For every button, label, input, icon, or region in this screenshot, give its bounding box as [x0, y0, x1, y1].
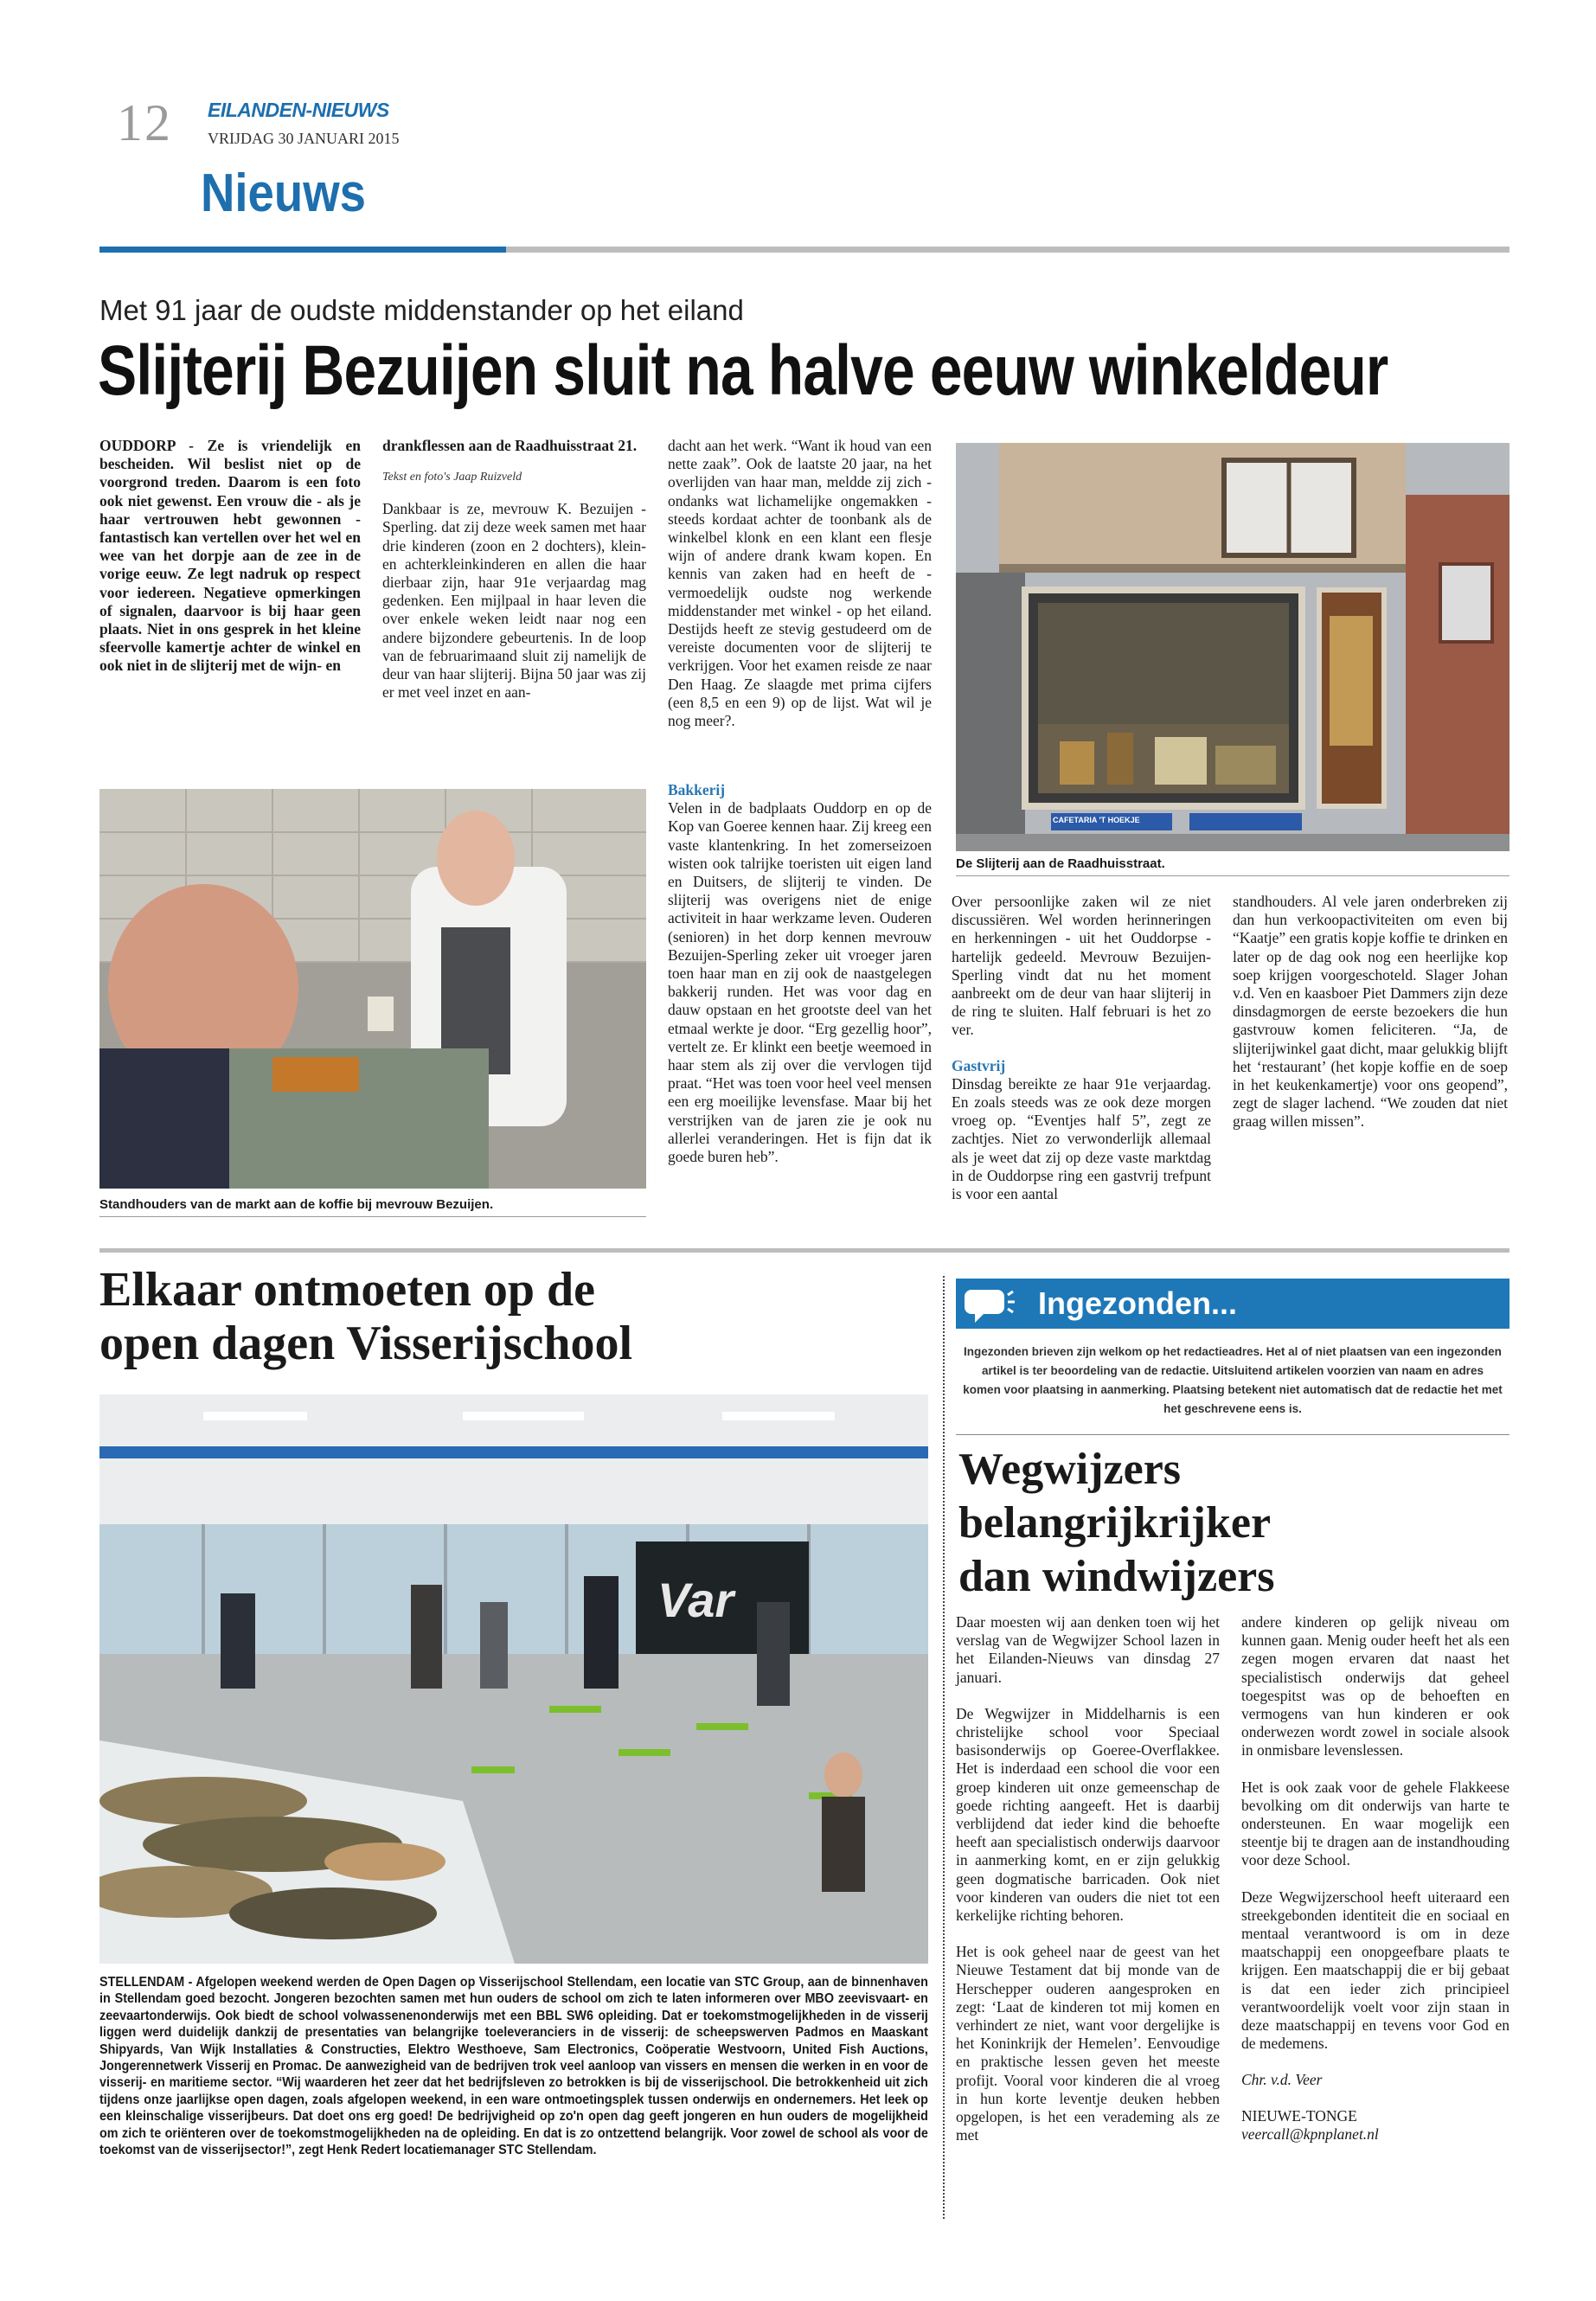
article-body-col2: Dankbaar is ze, mevrouw K. Bezuijen - Sperling. dat zij deze week samen met haar drie kinderen (zoon en 2 dochters), klein- en achterkleinkinderen en allen die haar dierbaar zijn, haar 91e verjaardag mag gedenken. Een mijlpaal in haar leven die over enkele weken leidt naar nog een andere bijzondere gebeurtenis. In de loop van de februarimaand sluit zij namelijk de deur van haar slijterij. Bijna 50 jaar was zij er met veel inzet en aan- [382, 500, 646, 702]
ingezonden-p4: andere kinderen op gelijk niveau om kunnen gaan. Menig ouder heeft het als een zegen mogen ervaren dat naast het specialistisch onderwijs dat geheel toegespitst was op de behoeften en vermogens van hun kinderen er ook onderwezen wordt zowel in sociale alsook in onmisbare levenslessen. [1241, 1613, 1509, 1759]
ingezonden-p6: Deze Wegwijzerschool heeft uiteraard een streekgebonden identiteit die en sociaal en mentaal verantwoord is om in deze maatschappij een onopgeefbare plaats te krijgen. Een maatschappij die er bij gebaat is dat een ieder zich principieel verantwoordelijk voelt voor zijn staan in deze maatschappij en tevens voor God en de medemens. [1241, 1888, 1509, 2053]
ingezonden-p2: De Wegwijzer in Middelharnis is een christelijke school voor Speciaal basisonderwijs op Goeree-Overflakkee. Het is inderdaad een school die voor een groep kinderen uit onze gemeenschap de goede richting aangeeft. Het is daarbij verblijdend dat ieder kind die behoefte heeft aan specialistisch onderwijs daarvoor in aanmerking komt, en er zijn gelukkig geen dogmatische barricaden. Ook niet voor kinderen van ouders die niet tot een kerkelijke richting behoren. [956, 1704, 1220, 1925]
coffee-photo-caption: Standhouders van de markt aan de koffie bij mevrouw Bezuijen. [99, 1197, 494, 1212]
coffee-photo [99, 789, 646, 1189]
article-body-col5: standhouders. Al vele jaren onderbreken zij dan hun verkoopactiviteiten om even bij “Kaatje” een gratis kopje koffie te drinken en later op de dag ook nog een heerlijke kop soep krijgen voorgeschoteld. Slager Johan v.d. Ven en kaasboer Piet Dammers zijn deze dinsdagmorgen de eerste bezoekers die hun gastvrouw komen feliciteren. “Ja, de slijterijwinkel gaat dicht, maar gelukkig blijft het ‘restaurant’ (het kopje koffie en de soep in het keukenkamertje) voor ons geopend”, zegt de slager lachend. “We zouden dat niet graag willen missen”. [1233, 893, 1508, 1131]
gastvrij-body: Dinsdag bereikte ze haar 91e verjaardag. En zoals steeds was ze ook deze morgen vroeg op. “Eventjes half 5”, zegt ze zachtjes. Niet zo verwonderlijk allemaal als je weet dat zij op deze vaste marktdag in de Ouddorpse ring een gastvrij trefpunt is voor een aantal [952, 1074, 1211, 1203]
ingezonden-p1: Daar moesten wij aan denken toen wij het verslag van de Wegwijzer School lazen in het Eilanden-Nieuws van dinsdag 27 januari. [956, 1613, 1220, 1686]
ingezonden-email: veercall@kpnplanet.nl [1241, 2125, 1379, 2144]
photo-banner-text: Var [657, 1573, 734, 1627]
ingezonden-signature: Chr. v.d. Veer [1241, 2071, 1323, 2089]
ingezonden-p3: Het is ook geheel naar de geest van het Nieuwe Testament dat bij monde van de Herschepper ouderen aangesproken en zegt: ‘Laat de kinderen tot mij komen en verhindert ze niet, want voor dergelijke is het Koninkrijk der Hemelen’. Eenvoudige en praktische lessen geven het meeste profijt. Vooral voor kinderen die al vroeg in hun korte leventje deuken hebben opgelopen, is het een verademing als ze met [956, 1943, 1220, 2144]
masthead-logo: EILANDEN-NIEUWS [208, 99, 389, 121]
article-body-col3: dacht aan het werk. “Want ik houd van een nette zaak”. Ook de laatste 20 jaar, na het overlijden van haar man, meldde zij zich - ondanks wat lichamelijke ongemakken - steeds kordaat achter de toonbank als de winkelbel klonk en een klant een flesje wijn of andere drank kwam kopen. En kennis van zaken had en heeft de - vermoedelijk oudste nog werkende middenstander met winkel - op het eiland. Destijds heeft ze stevig gestudeerd om de vereiste documenten voor de slijterij te verkrijgen. Voor het examen reisde ze naar Den Haag. Ze slaagde met prima cijfers (een 8,5 en een 9) op de lijst. Wat wil je nog meer?. [668, 437, 932, 730]
ingezonden-column-1 [956, 1613, 1220, 2144]
article-column-2 [382, 437, 646, 702]
article-byline: Tekst en foto's Jaap Ruizveld [382, 471, 522, 484]
article-kicker: Met 91 jaar de oudste middenstander op het eiland [99, 294, 744, 326]
article2-body: STELLENDAM - Afgelopen weekend werden de Open Dagen op Visserijschool Stellendam, een locatie van STC Group, aan de binnenhaven in Stellendam goed bezocht. Jongeren bezochten samen met hun ouders de school om zich te laten informeren over MBO zeevisvaart- en zeevaartonderwijs. Ook biedt de school volwassenenonderwijs met een BBL SW6 opleiding. Dat er toekomstmogelijkheden in de visserij liggen werd duidelijk dankzij de presentaties van belangrijke toeleveranciers in de visserij: de scheepswerven Padmos en Maaskant Shipyards, Van Wijk Installaties & Constructies, Elektro Westhoeve, Sam Electronics, Coöperatie Westvoorn, United Fish Auctions, Jongerennetwerk Visserij en Promac. De aanwezigheid van de bedrijven trok veel aanloop van vissers en mensen die werken in en voor de visserij- en maritieme sector. “Wij waarderen het zeer dat het bedrijfsleven zo betrokken is bij de visserijschool. Die betrokkenheid uit zich tijdens onze jaarlijkse open dagen, zoals afgelopen weekend, in een ware ontmoetingsplek tussen onderwijs en ondernemers. Het leek op een kleinschalige visserijbeurs. Dat doet ons erg goed! De bedrijvigheid op zo'n open dag geeft jongeren en hun ouders de mogelijkheid om zich te oriënteren over de toekomstmogelijkheden na de opleiding. En dat is zo ontzettend belangrijk. Voor zowel de school als voor de toekomst van de visserijsector!”, zegt Henk Redert locatiemanager STC Stellendam. [99, 1975, 928, 2158]
shop-front-photo [956, 443, 1509, 851]
speech-icon [965, 1283, 1016, 1326]
caption-rule [956, 875, 1509, 876]
issue-date: VRIJDAG 30 JANUARI 2015 [208, 130, 400, 147]
bakkerij-body: Velen in de badplaats Ouddorp en op de Kop van Goeree kennen haar. Zij kreeg een vaste klantenkring. In het zomerseizoen wisten ook talrijke toeristen uit eigen land en Duitsers, de slijterij te vinden. De slijterij was overigens niet de enige activiteit in haar werkzame leven. Ouderen (senioren) in het dorp kennen mevrouw Bezuijen-Sperling zeker uit vroeger jaren toen haar man en zij ook de naastgelegen bakkerij runden. Het was voor dag en dauw opstaan en het grootste deel van het etmaal werkte je door. “Erg gezellig hoor”, vertelt ze. Er klinkt een beetje weemoed in haar stem als zij over die vervlogen tijd praat. “Het was toen voor heel veel mensen een erg moeilijke levensfase. Maar bij het verstrijken van de jaren zie je ook nu allerlei veranderingen. Het is fijn dat ik goede buren heb”. [668, 799, 932, 1166]
article2-headline-line2: open dagen Visserijschool [99, 1317, 633, 1370]
shop-photo-caption: De Slijterij aan de Raadhuisstraat. [956, 856, 1165, 871]
article-body-col4: Over persoonlijke zaken wil ze niet discussiëren. Wel worden herinneringen en herkenningen - uit het Ouddorpse - hartelijk gedeeld. Mevrouw Bezuijen-Sperling vindt dat nu het moment aanbreekt om de deur van haar slijterij in de ring te sluiten. Half februari is het zo ver. [952, 893, 1211, 1039]
notice-rule [956, 1434, 1509, 1435]
section-rule-blue [99, 247, 506, 253]
visserijschool-photo [99, 1394, 928, 1964]
column-separator [943, 1276, 945, 2219]
shop-sign-text: CAFETARIA 'T HOEKJE [1053, 816, 1140, 824]
ingezonden-place: NIEUWE-TONGE [1241, 2107, 1357, 2125]
ingezonden-headline [958, 1443, 1512, 1604]
subhead-gastvrij: Gastvrij [952, 1056, 1006, 1074]
ingezonden-notice: Ingezonden brieven zijn welkom op het redactieadres. Het al of niet plaatsen van een ingezonden artikel is ter beoordeling van de redactie. Uitsluitend artikelen voorzien van naam en adres komen voor plaatsing in aanmerking. Plaatsing betekent niet automatisch dat de redactie het met het geschrevene eens is. [963, 1345, 1503, 1415]
ingezonden-headline-line1: Wegwijzers [958, 1445, 1182, 1494]
caption-rule-2 [99, 1216, 646, 1217]
ingezonden-column-2 [1241, 1613, 1509, 2144]
subhead-bakkerij: Bakkerij [668, 781, 726, 798]
ingezonden-headline-line3: dan windwijzers [958, 1552, 1275, 1601]
article2-headline-line1: Elkaar ontmoeten op de [99, 1263, 595, 1317]
article-intro: OUDDORP - Ze is vriendelijk en bescheiden. Wil beslist niet op de voorgrond treden. Daarom is een foto ook niet gewenst. Een vrouw die - als je haar vertrouwen hebt gewonnen - fantastisch kan vertellen over het wel en wee van het dorpje aan de zee in de vorige eeuw. Ze legt nadruk op respect voor iedereen. Negatieve opmerkingen of signalen, daarvoor is bij haar geen plaats. Niet in ons gesprek in het kleine sfeervolle kamertje achter de winkel en ook niet in de slijterij met de wijn- en [99, 437, 361, 675]
ingezonden-banner [956, 1279, 1509, 1329]
ingezonden-headline-line2: belangrijkrijker [958, 1498, 1272, 1548]
section-title: Nieuws [201, 163, 367, 223]
article-divider [99, 1248, 1509, 1253]
bakkerij-section [668, 781, 932, 1166]
ingezonden-title: Ingezonden... [1038, 1285, 1237, 1321]
section-rule-gray [506, 247, 1509, 253]
article-column-4 [952, 893, 1211, 1203]
article2-headline [99, 1263, 913, 1370]
article-headline: Slijterij Bezuijen sluit na halve eeuw winkeldeur [98, 331, 1388, 410]
page-number: 12 [117, 94, 172, 151]
ingezonden-p5: Het is ook zaak voor de gehele Flakkeese bevolking om dit onderwijs van harte te ondersteunen. En waar mogelijk een steentje bij te dragen aan de instandhouding voor deze School. [1241, 1778, 1509, 1869]
article-intro-continued: drankflessen aan de Raadhuisstraat 21. [382, 437, 638, 454]
